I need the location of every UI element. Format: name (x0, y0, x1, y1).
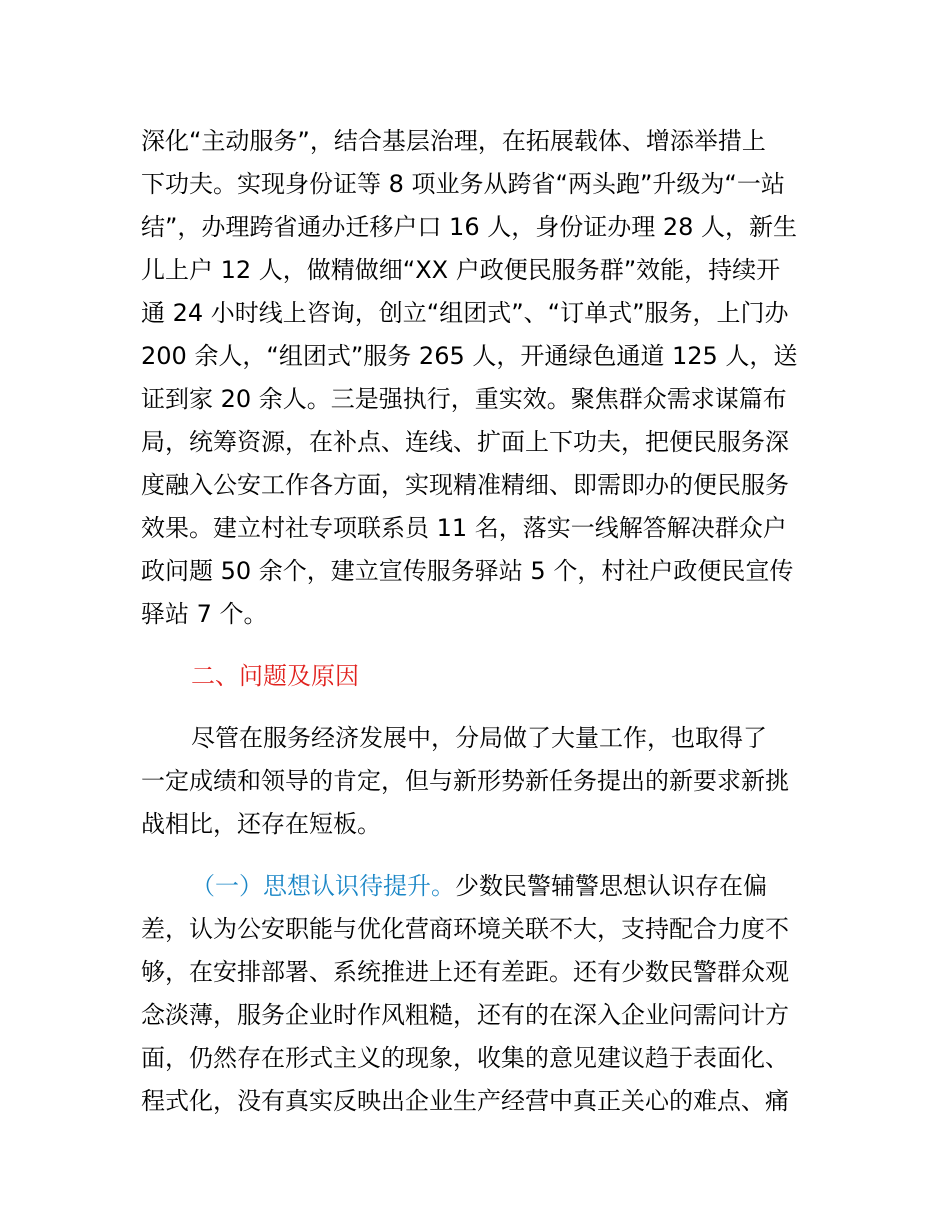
body-text-line: 念淡薄，服务企业时作风粗糙，还有的在深入企业问需问计方 (141, 1001, 789, 1029)
body-text-line: 深化“主动服务”，结合基层治理，在拓展载体、增添举措上 (141, 127, 766, 155)
body-text-line: 尽管在服务经济发展中，分局做了大量工作，也取得了 (191, 724, 767, 752)
body-text-line: 一定成绩和领导的肯定，但与新形势新任务提出的新要求新挑 (141, 767, 789, 795)
body-text-line: 差，认为公安职能与优化营商环境关联不大，支持配合力度不 (141, 915, 789, 943)
section-heading: 二、问题及原因 (191, 662, 359, 690)
body-text-line: 证到家 20 余人。三是强执行，重实效。聚焦群众需求谋篇布 (141, 385, 787, 413)
body-text-line: 政问题 50 余个，建立宣传服务驿站 5 个，村社户政便民宣传 (141, 557, 794, 585)
body-text-line: 下功夫。实现身份证等 8 项业务从跨省“两头跑”升级为“一站 (141, 170, 785, 198)
body-text-line: 驿站 7 个。 (141, 600, 268, 628)
body-text-line: 通 24 小时线上咨询，创立“组团式”、“订单式”服务，上门办 (141, 299, 789, 327)
subsection-first-line (191, 870, 950, 902)
body-text-line: 度融入公安工作各方面，实现精准精细、即需即办的便民服务 (141, 471, 789, 499)
body-text-run: 少数民警辅警思想认识存在偏 (455, 872, 767, 900)
body-text-line: 局，统筹资源，在补点、连线、扩面上下功夫，把便民服务深 (141, 428, 789, 456)
body-text-line: 200 余人，“组团式”服务 265 人，开通绿色通道 125 人，送 (141, 342, 798, 370)
body-text-line: 够，在安排部署、系统推进上还有差距。还有少数民警群众观 (141, 958, 789, 986)
body-text-line: 效果。建立村社专项联系员 11 名，落实一线解答解决群众户 (141, 514, 787, 542)
body-text-line: 战相比，还存在短板。 (141, 810, 381, 838)
body-text-line: 程式化，没有真实反映出企业生产经营中真正关心的难点、痛 (141, 1087, 789, 1115)
subsection-heading: （一）思想认识待提升。 (191, 872, 455, 900)
body-text-line: 面，仍然存在形式主义的现象，收集的意见建议趋于表面化、 (141, 1044, 789, 1072)
body-text-line: 结”，办理跨省通办迁移户口 16 人，身份证办理 28 人，新生 (141, 213, 798, 241)
body-text-line: 儿上户 12 人，做精做细“XX 户政便民服务群”效能，持续开 (141, 256, 781, 284)
